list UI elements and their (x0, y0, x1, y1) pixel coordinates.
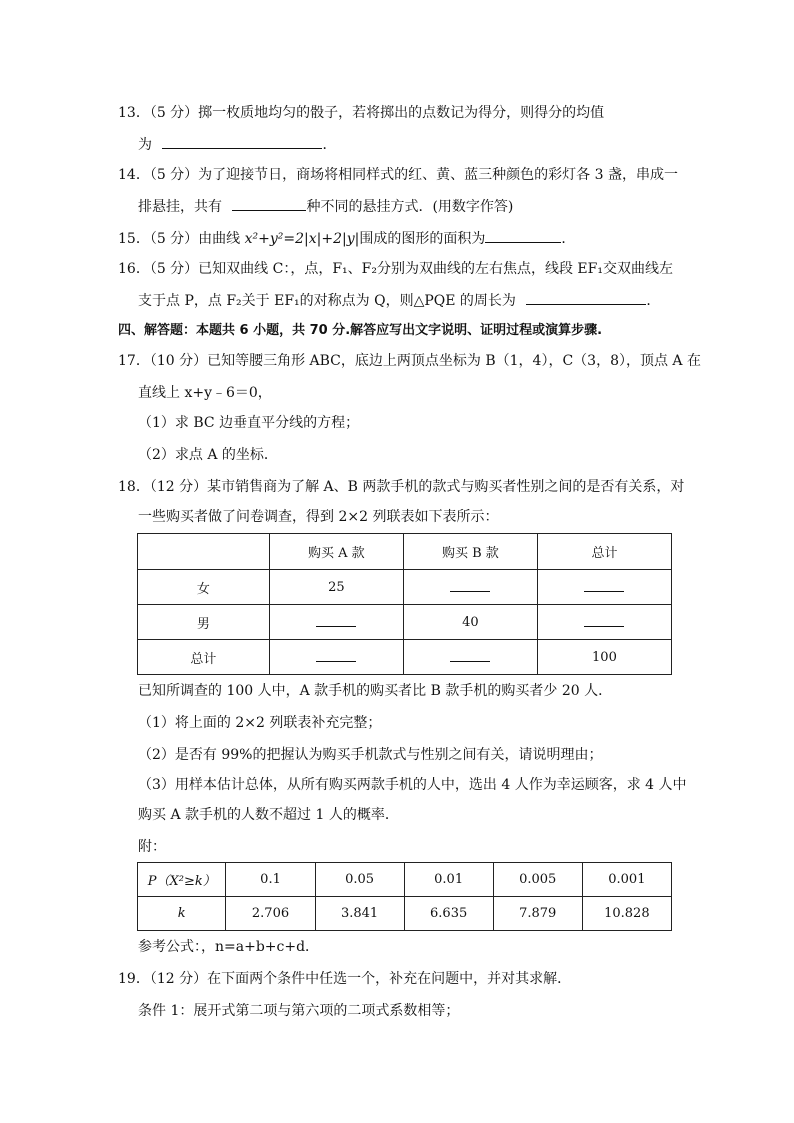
answer-blank (316, 649, 356, 662)
table-header-cell: 总计 (537, 534, 671, 570)
ref-cell: 7.879 (493, 897, 582, 931)
q18-line2: 一些购买者做了问卷调查，得到 2×2 列联表如下表所示： (138, 509, 499, 525)
q18-sub1: （1）将上面的 2×2 列联表补充完整； (138, 715, 382, 731)
q13-suffix: ． (322, 137, 337, 153)
q15-answer-blank (485, 227, 561, 243)
q13-line2 (138, 133, 336, 155)
q17-sub1: （1）求 BC 边垂直平分线的方程； (138, 415, 360, 431)
table-blank-cell (537, 605, 671, 640)
table-row-label: 总计 (138, 640, 270, 675)
table-header-cell (138, 534, 270, 570)
q14-prefix: 排悬挂，共有 (138, 199, 222, 215)
table-blank-cell (403, 570, 537, 605)
q17-sub2: （2）求点 A 的坐标． (138, 447, 278, 463)
ref-cell: 0.1 (226, 863, 315, 897)
q14-suffix: 种不同的悬挂方式．(用数字作答) (306, 199, 514, 215)
q14-answer-blank (232, 195, 306, 211)
table-blank-cell (269, 640, 403, 675)
table-cell: 100 (537, 640, 671, 675)
table-row-label: 女 (138, 570, 270, 605)
q14-line1: 14．（5 分）为了迎接节日，商场将相同样式的红、黄、蓝三种颜色的彩灯各 3 盏，串成一 (118, 167, 678, 183)
q15-line (118, 227, 575, 249)
q15-curve: x²+y²=2|x|+2|y| (244, 231, 360, 247)
section-heading: 四、解答题：本题共 6 小题，共 70 分.解答应写出文字说明、证明过程或演算步骤. (118, 323, 603, 338)
answer-blank (584, 614, 624, 627)
answer-blank (584, 579, 624, 592)
q18-sub3-line2: 购买 A 款手机的人数不超过 1 人的概率． (138, 807, 399, 823)
table-cell: 25 (269, 570, 403, 605)
ref-cell: 0.005 (493, 863, 582, 897)
appendix-label: 附： (138, 839, 166, 855)
q18-formula: 参考公式：，n=a+b+c+d． (138, 939, 320, 955)
q18-sub3-line1: （3）用样本估计总体，从所有购买两款手机的人中，选出 4 人作为幸运顾客，求 4 人中 (138, 777, 687, 793)
q16-line2 (138, 289, 660, 311)
answer-blank (450, 649, 490, 662)
reference-table (137, 862, 672, 931)
ref-cell: 3.841 (315, 897, 404, 931)
answer-blank (316, 614, 356, 627)
q13-prefix: 为 (138, 137, 152, 153)
answer-blank (450, 579, 490, 592)
table-row-label: 男 (138, 605, 270, 640)
q19-line1: 19．（12 分）在下面两个条件中任选一个，补充在问题中，并对其求解． (118, 971, 572, 987)
table-blank-cell (537, 570, 671, 605)
ref-cell: 0.01 (404, 863, 493, 897)
q15-prefix: 15．（5 分）由曲线 (118, 231, 245, 247)
q17-line2: 直线上 x+y﹣6＝0， (138, 385, 272, 401)
q16-prefix: 支于点 P，点 F₂关于 EF₁的对称点为 Q，则△PQE 的周长为 (138, 293, 516, 309)
q16-suffix: ． (646, 293, 661, 309)
q16-line1: 16．（5 分）已知双曲线 C：，点，F₁、F₂分别为双曲线的左右焦点，线段 EF₁交双曲线左 (118, 261, 673, 277)
ref-row2-label: k (138, 897, 226, 931)
ref-cell: 0.05 (315, 863, 404, 897)
q18-line1: 18．（12 分）某市销售商为了解 A、B 两款手机的款式与购买者性别之间的是否有关系，对 (118, 479, 685, 495)
ref-cell: 6.635 (404, 897, 493, 931)
q18-after: 已知所调查的 100 人中，A 款手机的购买者比 B 款手机的购买者少 20 人． (138, 683, 613, 699)
q16-answer-blank (526, 289, 646, 305)
ref-row1-label: P（Χ²≥k） (138, 863, 226, 897)
ref-cell: 0.001 (582, 863, 671, 897)
contingency-table (137, 533, 672, 675)
table-header-cell: 购买 B 款 (403, 534, 537, 570)
ref-cell: 2.706 (226, 897, 315, 931)
q17-line1: 17．（10 分）已知等腰三角形 ABC，底边上两顶点坐标为 B（1，4），C（3，8），顶点 A 在 (118, 353, 701, 369)
q14-line2 (138, 195, 513, 217)
ref-cell: 10.828 (582, 897, 671, 931)
q15-mid: 围成的图形的面积为 (359, 231, 486, 247)
q13-answer-blank (162, 133, 322, 149)
table-blank-cell (403, 640, 537, 675)
table-cell: 40 (403, 605, 537, 640)
table-header-cell: 购买 A 款 (269, 534, 403, 570)
q18-sub2: （2）是否有 99%的把握认为购买手机款式与性别之间有关，请说明理由； (138, 747, 603, 763)
q13-line1: 13．（5 分）掷一枚质地均匀的骰子，若将掷出的点数记为得分，则得分的均值 (118, 105, 605, 121)
q19-cond1: 条件 1：展开式第二项与第六项的二项式系数相等； (138, 1003, 460, 1019)
q15-suffix: ． (561, 231, 576, 247)
table-blank-cell (269, 605, 403, 640)
